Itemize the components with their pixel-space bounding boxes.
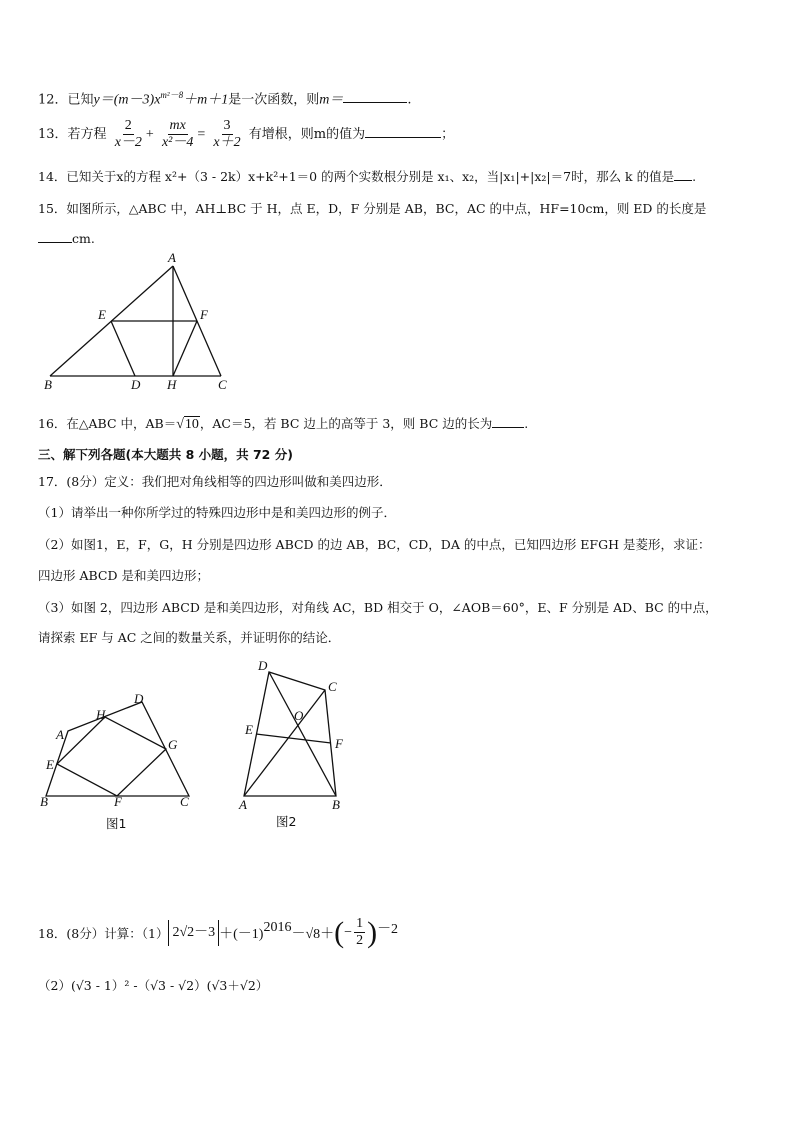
fig15-label-E: E <box>98 307 106 322</box>
question-17-part3a: （3）如图 2，四边形 ABCD 是和美四边形，对角线 AC，BD 相交于 O，∠AOB＝60°，E、F 分别是 AD、BC 的中点， <box>38 600 718 615</box>
figure-15 <box>38 250 238 396</box>
question-18-part2: （2）(√3 - 1）² -（√3 - √2）(√3＋√2） <box>38 978 269 993</box>
fig2-caption: 图2 <box>276 814 297 829</box>
q16-text2: ，AC＝5，若 BC 边上的高等于 3，则 BC 边的长为 <box>199 416 493 431</box>
question-16: 16．在△ABC 中，AB＝√10，AC＝5，若 BC 边上的高等于 3，则 BC 边的长为 . <box>38 416 529 432</box>
question-14 <box>38 167 696 185</box>
fig2-label-O: O <box>294 708 304 723</box>
answer-blank[interactable] <box>674 168 692 181</box>
fig15-label-F: F <box>200 307 208 322</box>
figure-1 <box>36 686 202 834</box>
question-17-part2a: （2）如图1，E，F，G，H 分别是四边形 ABCD 的边 AB，BC，CD，DA 的中点，已知四边形 EFGH 是菱形，求证： <box>38 537 711 552</box>
q14-text: 14．已知关于x的方程 x²+（3 - 2k）x+k²+1＝0 的两个实数根分别是 x₁、x₂，当|x₁|+|x₂|＝7时，那么 k 的值是 <box>38 169 675 184</box>
figure-2 <box>236 656 356 836</box>
answer-blank[interactable] <box>38 230 72 243</box>
fig1-caption: 图1 <box>106 816 127 831</box>
q18-part1c: －√8＋ <box>291 926 335 942</box>
q13-fraction-3: $\frac{3}{x+2}$ <box>213 118 241 150</box>
fig2-label-C: C <box>328 679 337 694</box>
fig2-label-F: F <box>335 736 343 751</box>
q16-root: 10 <box>184 417 199 432</box>
question-12 <box>38 88 412 108</box>
q12-number: 12．已知 <box>38 92 94 108</box>
question-15-line2 <box>38 230 95 246</box>
fig15-label-D: D <box>131 377 141 392</box>
fig2-label-D: D <box>258 658 268 673</box>
fig15-label-C: C <box>218 377 227 392</box>
fig2-label-A: A <box>239 797 247 812</box>
answer-blank[interactable] <box>492 415 524 428</box>
q18-exp2: －2 <box>377 922 399 937</box>
answer-blank[interactable] <box>343 90 407 103</box>
question-18-part1: 18．(8分）计算：（1） 2√2－3 ＋(－1) 2016 －√8＋ ( − $\frac{1}{2}$ ) －2 <box>38 915 399 949</box>
q13-fraction-2: $\frac{mx}{\text{x²－4}}$ <box>161 118 194 150</box>
q14-end: . <box>692 169 697 184</box>
q12-end: . <box>407 92 412 108</box>
q15-unit: cm. <box>72 231 95 246</box>
q12-formula: y＝(m－3)x <box>93 92 161 108</box>
fig15-label-B: B <box>44 377 52 392</box>
question-17-intro: 17．(8分）定义：我们把对角线相等的四边形叫做和美四边形． <box>38 474 392 489</box>
q13-end: ； <box>441 127 455 142</box>
q16-end: . <box>524 416 529 431</box>
fig15-label-H: H <box>167 377 177 392</box>
answer-blank[interactable] <box>365 125 441 138</box>
q13-fraction-1: $\frac{2}{x-2}$ <box>114 118 142 150</box>
q16-text: 16．在△ABC 中，AB＝ <box>38 416 177 431</box>
question-17-part3b: 请探索 EF 与 AC 之间的数量关系，并证明你的结论． <box>38 630 341 645</box>
fig1-label-C: C <box>180 794 189 809</box>
fig1-label-G: G <box>168 737 178 752</box>
q18-intro: 18．(8分）计算：（1） <box>38 925 169 941</box>
q18-exp1: 2016 <box>263 920 292 935</box>
fig1-label-D: D <box>134 691 144 706</box>
question-13: 13．若方程 $\frac{2}{x-2}$ + $\frac{mx}{\text{x²－4}}$ = $\frac{3}{x+2}$ 有增根，则m的值为 ； <box>38 118 455 150</box>
q18-part1b: ＋(－1) <box>219 926 264 942</box>
q12-exponent: m²－8 <box>160 90 184 100</box>
q13-text: 有增根，则m的值为 <box>248 127 366 142</box>
fig1-label-B: B <box>40 794 48 809</box>
q12-text: 是一次函数，则 <box>228 92 320 108</box>
question-17-part2b: 四边形 ABCD 是和美四边形； <box>38 568 209 583</box>
fig2-label-B: B <box>332 797 340 812</box>
q13-number: 13．若方程 <box>38 127 107 142</box>
section-heading: 三、解下列各题(本大题共 8 小题，共 72 分) <box>38 447 293 462</box>
fig1-label-E: E <box>46 757 54 772</box>
question-17-part1: （1）请举出一种你所学过的特殊四边形中是和美四边形的例子． <box>38 505 396 520</box>
q12-formula-tail: ＋m＋1 <box>183 92 229 108</box>
fig15-label-A: A <box>168 250 176 265</box>
q18-half: $\frac{1}{2}$ <box>356 916 364 948</box>
q12-var: m＝ <box>319 92 344 108</box>
fig1-label-H: H <box>96 707 106 722</box>
q18-absolute: 2√2－3 <box>168 920 219 946</box>
fig1-label-A: A <box>56 727 64 742</box>
fig1-label-F: F <box>114 794 122 809</box>
fig2-label-E: E <box>245 722 253 737</box>
question-15-line1: 15．如图所示，△ABC 中，AH⊥BC 于 H，点 E，D，F 分别是 AB，BC，AC 的中点，HF=10cm，则 ED 的长度是 <box>38 201 707 216</box>
